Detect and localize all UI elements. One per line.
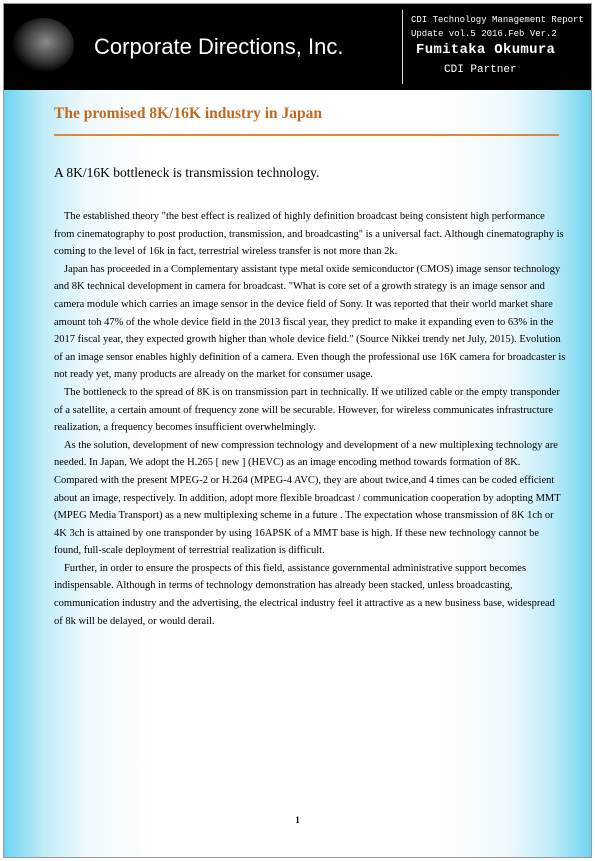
article-subtitle: A 8K/16K bottleneck is transmission technology. — [54, 165, 320, 180]
report-update: Update vol.5 2016.Feb Ver.2 — [411, 29, 557, 39]
article-title: The promised 8K/16K industry in Japan — [54, 105, 323, 122]
body-paragraph: The established theory "the best effect is realized of highly definition broadcast being consistent high performance from cinematography to post production, transmission, and broadcasting" is a universal fact. Although cinematography is coming to the level of 16k in fact, terrestrial wireless transfer is not more than 2k. — [54, 211, 564, 258]
report-info — [411, 13, 584, 41]
company-name: Corporate Directions, Inc. — [94, 34, 344, 59]
article-body — [54, 208, 566, 630]
title-underline — [54, 134, 559, 136]
body-paragraph: Further, in order to ensure the prospects of this field, assistance governmental administrative support becomes indispensable. Although in terms of technology demonstration has already been stacked, unless broadcasting, communication industry and the advertising, the electrical industry feel it attractive as a new business base, widespread of 8k will be delayed, or would derail. — [54, 562, 555, 627]
header-divider — [402, 10, 403, 84]
author-role: CDI Partner — [444, 64, 517, 76]
body-paragraph: The bottleneck to the spread of 8K is on transmission part in technically. If we utilized cable or the empty transponder of a satellite, a certain amount of frequency zone will be securable. However, for wireless communicates infrastructure realization, a frequency becomes insufficient overwhelmingly. — [54, 386, 560, 434]
report-header — [4, 4, 591, 90]
body-paragraph: Japan has proceeded in a Complementary assistant type metal oxide semiconductor (CMOS) image sensor technology and 8K technical development in camera for broadcast. "What is core set of a growth strategy is an image sensor and camera module which carries an image sensor in the device field of Sony. It was reported that their world market share amount toh 47% of the whole device field in the 2013 fiscal year, they predict to make it expanding even to 63% in the 2017 fiscal year, they expected growth higher than whole device field." (Source Nikkei trendy net July, 2015). Evolution of an image sensor enables highly definition of a camera. Even though the professional use 16K camera for broadcaster is not ready yet, many products are already on the market for consumer usage. — [54, 263, 566, 381]
body-paragraph: As the solution, development of new compression technology and development of a new multiplexing technology are needed. In Japan, We adopt the H.265 [ new ] (HEVC) as an image encoding method towards formation of 8K. Compared with the present MPEG-2 or H.264 (MPEG-4 AVC), they are about twice,and 4 times can be coded efficient about an image, respectively. In addition, adopt more flexible broadcast / communication cooperation by adopting MMT (MPEG Media Transport) as a new multiplexing scheme in a future . The expectation whose transmission of 8K 1ch or 4K 3ch is attained by one transponder by using 16APSK of a MMT base is high. If these new technology cannot be found, full-scale deployment of terrestrial realization is difficult. — [54, 439, 561, 557]
document-page — [3, 3, 592, 858]
page-number: 1 — [295, 815, 300, 825]
report-title: CDI Technology Management Report — [411, 15, 584, 25]
company-logo-emblem — [12, 18, 74, 72]
author-name: Fumitaka Okumura — [416, 42, 556, 58]
